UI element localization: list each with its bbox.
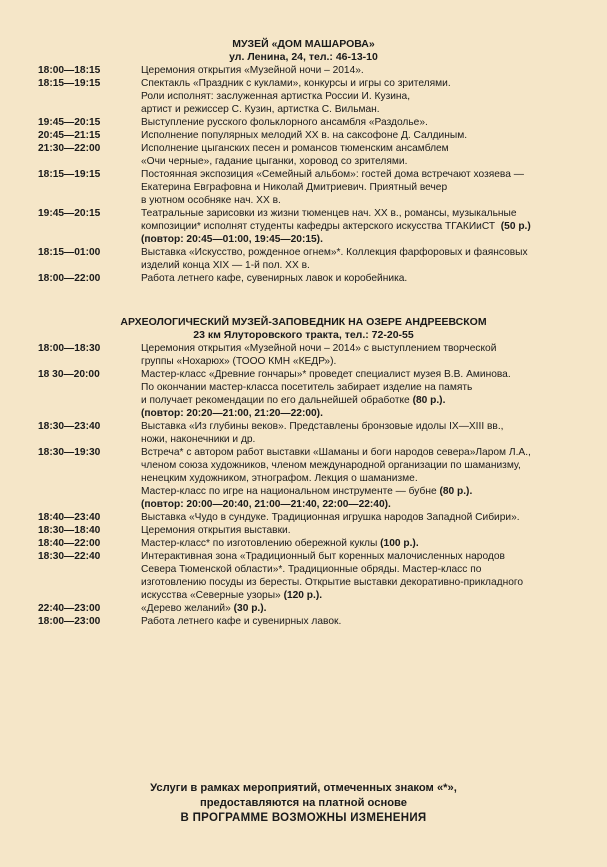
desc-line: Интерактивная зона «Традиционный быт коренных малочисленных народов <box>141 551 505 562</box>
desc-line: Исполнение популярных мелодий XX в. на саксофоне Д. Салдиным. <box>141 130 468 141</box>
desc-line: (повтор: 20:45—01:00, 19:45—20:15). <box>141 234 323 245</box>
desc-line: изделий конца XIX — 1-й пол. XX в. <box>141 260 310 271</box>
schedule-description <box>141 511 595 524</box>
desc-line <box>141 220 595 233</box>
desc-line <box>141 485 595 498</box>
schedule-row <box>38 615 595 628</box>
schedule-time: 18:30—18:40 <box>38 525 101 536</box>
desc-line: Работа летнего кафе и сувенирных лавок. <box>141 616 342 627</box>
footer-line: Услуги в рамках мероприятий, отмеченных знаком «*», <box>150 782 457 794</box>
schedule-description <box>141 550 595 602</box>
desc-line: Встреча* с автором работ выставки «Шаманы и боги народов севера»Ларом Л.А., <box>141 447 531 458</box>
desc-line: Екатерина Евграфовна и Николай Дмитриевич. Приятный вечер <box>141 182 448 193</box>
desc-line: Исполнение цыганских песен и романсов тюменским ансамблем <box>141 143 449 154</box>
desc-line: Выступление русского фольклорного ансамбля «Раздолье». <box>141 117 428 128</box>
price: (30 р.). <box>233 603 267 614</box>
schedule-description <box>141 207 595 246</box>
section-masharov <box>0 38 607 285</box>
schedule-row <box>38 142 595 168</box>
schedule-time: 19:45—20:15 <box>38 208 101 219</box>
schedule-time: 18:00—22:00 <box>38 273 101 284</box>
section-title: МУЗЕЙ «ДОМ МАШАРОВА» <box>232 38 375 50</box>
schedule-time: 18:30—22:40 <box>38 551 101 562</box>
desc-line: (повтор: 20:20—21:00, 21:20—22:00). <box>141 408 323 419</box>
schedule-description <box>141 446 595 511</box>
footer-note <box>0 781 607 826</box>
schedule-description <box>141 129 595 142</box>
section-address: 23 км Ялуторовского тракта, тел.: 72-20-55 <box>193 329 414 341</box>
price: (80 р.). <box>439 486 473 497</box>
schedule-description <box>141 615 595 628</box>
desc-line <box>141 589 595 602</box>
desc-line: членом союза художников, членом международной организации по шаманизму, <box>141 460 521 471</box>
desc-line: Церемония открытия «Музейной ночи – 2014» с выступлением творческой <box>141 343 497 354</box>
schedule-time: 18:00—18:30 <box>38 343 101 354</box>
section-title: АРХЕОЛОГИЧЕСКИЙ МУЗЕЙ-ЗАПОВЕДНИК НА ОЗЕРЕ АНДРЕЕВСКОМ <box>120 316 487 328</box>
price: (80 р.). <box>412 395 446 406</box>
schedule-time: 18:00—23:00 <box>38 616 101 627</box>
schedule-row <box>38 524 595 537</box>
desc-line: Работа летнего кафе, сувенирных лавок и коробейника. <box>141 273 408 284</box>
schedule-time: 18 30—20:00 <box>38 369 100 380</box>
desc-line: Мастер-класс «Древние гончары»* проведет специалист музея В.В. Аминова. <box>141 369 511 380</box>
section-address: ул. Ленина, 24, тел.: 46-13-10 <box>229 51 378 63</box>
desc-text: композиции* исполнят студенты кафедры актерского искусства ТГАКИиСТ <box>141 221 496 232</box>
desc-line: ненецким художником, этнографом. Лекция о шаманизме. <box>141 473 418 484</box>
desc-line <box>141 394 595 407</box>
desc-line: артист и режиссер С. Кузин, артистка С. Вильман. <box>141 104 380 115</box>
schedule-time: 20:45—21:15 <box>38 130 101 141</box>
schedule-time: 22:40—23:00 <box>38 603 101 614</box>
schedule-time: 18:15—01:00 <box>38 247 101 258</box>
schedule-description <box>141 524 595 537</box>
schedule-row <box>38 602 595 615</box>
schedule-row <box>38 207 595 246</box>
desc-line: Спектакль «Праздник с куклами», конкурсы и игры со зрителями. <box>141 78 451 89</box>
schedule-description <box>141 537 595 550</box>
schedule-description <box>141 602 595 615</box>
schedule-row <box>38 77 595 116</box>
schedule-description <box>141 420 595 446</box>
schedule-time: 18:30—23:40 <box>38 421 101 432</box>
schedule-row <box>38 129 595 142</box>
schedule-row <box>38 168 595 207</box>
desc-line: По окончании мастер-класса посетитель забирает изделие на память <box>141 382 473 393</box>
schedule-row <box>38 446 595 511</box>
schedule-description <box>141 272 595 285</box>
desc-line: Выставка «Чудо в сундуке. Традиционная игрушка народов Западной Сибири». <box>141 512 520 523</box>
desc-text: искусства «Северные узоры» <box>141 590 281 601</box>
schedule-row <box>38 116 595 129</box>
desc-line <box>141 537 595 550</box>
desc-line: группы «Нохарюх» (ТООО КМН «КЕДР»). <box>141 356 337 367</box>
schedule-time: 21:30—22:00 <box>38 143 101 154</box>
schedule-description <box>141 142 595 168</box>
price: (100 р.). <box>380 538 419 549</box>
price: (50 р.) <box>500 221 531 232</box>
schedule-description <box>141 368 595 420</box>
desc-text: «Дерево желаний» <box>141 603 231 614</box>
desc-line: Выставка «Искусство, рожденное огнем»*. Коллекция фарфоровых и фаянсовых <box>141 247 528 258</box>
schedule-time: 19:45—20:15 <box>38 117 101 128</box>
schedule-row <box>38 272 595 285</box>
schedule-row <box>38 537 595 550</box>
desc-line: Роли исполнят: заслуженная артистка России И. Кузина, <box>141 91 411 102</box>
schedule-row <box>38 64 595 77</box>
schedule-row <box>38 511 595 524</box>
schedule-row <box>38 246 595 272</box>
schedule-row <box>38 342 595 368</box>
desc-line: Церемония открытия выставки. <box>141 525 291 536</box>
schedule-row <box>38 550 595 602</box>
schedule-time: 18:30—19:30 <box>38 447 101 458</box>
desc-line: ножи, наконечники и др. <box>141 434 256 445</box>
footer-line: предоставляются на платной основе <box>199 797 408 809</box>
desc-line: Постоянная экспозиция «Семейный альбом»: гостей дома встречают хозяева — <box>141 169 524 180</box>
schedule-time: 18:00—18:15 <box>38 65 101 76</box>
price: (120 р.). <box>283 590 323 601</box>
schedule-row <box>38 420 595 446</box>
desc-line: изготовлению посуды из бересты. Открытие выставки декоративно-прикладного <box>141 577 524 588</box>
schedule-description <box>141 77 595 116</box>
schedule-time: 18:40—22:00 <box>38 538 101 549</box>
footer-warning: В ПРОГРАММЕ ВОЗМОЖНЫ ИЗМЕНЕНИЯ <box>180 812 427 824</box>
desc-line: (повтор: 20:00—20:40, 21:00—21:40, 22:00—22:40). <box>141 499 391 510</box>
schedule-description <box>141 116 595 129</box>
desc-line: «Очи черные», гадание цыганки, хоровод со зрителями. <box>141 156 408 167</box>
schedule-time: 18:15—19:15 <box>38 78 101 89</box>
schedule-time: 18:40—23:40 <box>38 512 101 523</box>
schedule-description <box>141 246 595 272</box>
desc-line <box>141 602 595 615</box>
schedule-row <box>38 368 595 420</box>
desc-line: Выставка «Из глубины веков». Представлены бронзовые идолы IX—XIII вв., <box>141 421 504 432</box>
schedule-description <box>141 342 595 368</box>
schedule-list <box>38 64 595 285</box>
desc-line: Севера Тюменской области»*. Традиционные обряды. Мастер-класс по <box>141 564 482 575</box>
desc-line: Театральные зарисовки из жизни тюменцев нач. XX в., романсы, музыкальные <box>141 208 517 219</box>
schedule-description <box>141 64 595 77</box>
desc-line: в уютном особняке нач. XX в. <box>141 195 281 206</box>
schedule-time: 18:15—19:15 <box>38 169 101 180</box>
desc-line: Церемония открытия «Музейной ночи – 2014». <box>141 65 364 76</box>
desc-text: и получает рекомендации по его дальнейшей обработке <box>141 395 410 406</box>
section-archaeological <box>0 316 607 628</box>
schedule-description <box>141 168 595 207</box>
desc-text: Мастер-класс* по изготовлению обережной куклы <box>141 538 378 549</box>
desc-text: Мастер-класс по игре на национальном инструменте — бубне <box>141 486 437 497</box>
schedule-list <box>38 342 595 628</box>
